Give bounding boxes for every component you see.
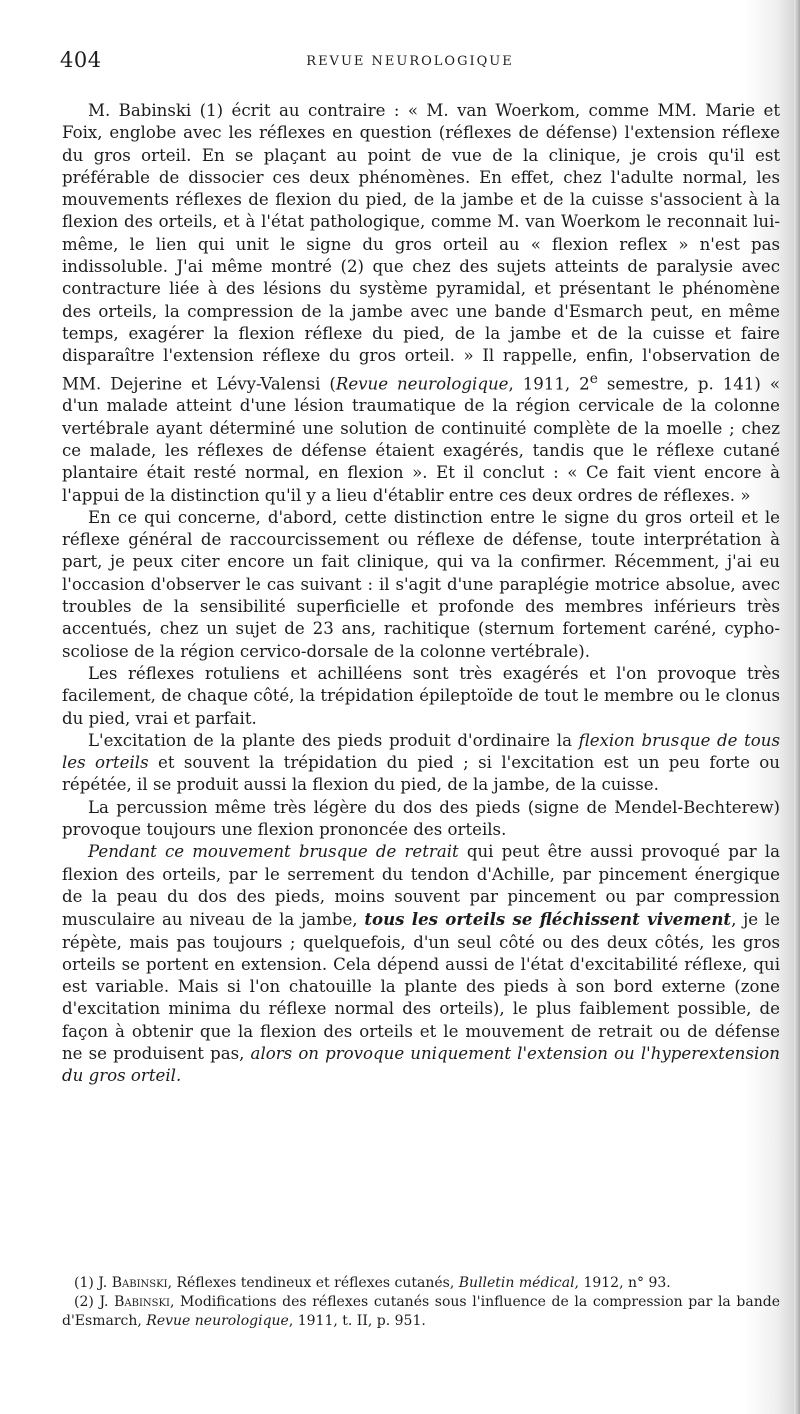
page-header [60,48,760,76]
paragraph-5: La percussion même très légère du dos des pieds (signe de Mendel-Bechterew) provoque toujours une flexion prononcée des orteils. [62,797,780,840]
footnote-author: Babinski [114,1294,170,1310]
footnotes [62,1274,780,1331]
paragraph-2: En ce qui concerne, d'abord, cette distinction entre le signe du gros orteil et le réflexe général de raccourcissement ou réflexe de défense, toute interprétation à part, je peux citer encore un fait clinique, qui va la confirmer. Récemment, j'ai eu l'occasion d'observer le cas suivant : il s'agit d'une paraplégie motrice absolue, avec troubles de la sensibilité superficielle et profonde des membres inférieurs très accentués, chez un sujet de 23 ans, rachitique (sternum fortement caréné, cypho-scoliose de la région cervico-dorsale de la colonne vertébrale). [62,507,780,661]
paragraph-1: M. Babinski (1) écrit au contraire : « M. van Woerkom, comme MM. Marie et Foix, englobe avec les réflexes en question (réflexes de défense) l'extension réflexe du gros orteil. En se plaçant au point de vue de la clinique, je crois qu'il est préférable de dissocier ces deux phénomènes. En effet, chez l'adulte normal, les mouvements réflexes de flexion du pied, de la jambe et de la cuisse s'associent à la flexion des orteils, et à l'état pathologique, comme M. van Woerkom le reconnait lui-même, le lien qui unit le signe du gros orteil au « flexion reflex » n'est pas indissoluble. J'ai même montré (2) que chez des sujets atteints de paralysie avec contracture liée à des lésions du système pyramidal, et présentant le phénomène des orteils, la compression de la jambe avec une bande d'Esmarch peut, en même temps, exagérer la flexion réflexe du pied, de la jambe et de la cuisse et faire disparaître l'extension réflexe du gros orteil. » Il rappelle, enfin, l'observation de MM. Dejerine et Lévy-Valensi (Revue neurologique, 1911, 2e semestre, p. 141) « d'un malade atteint d'une lésion traumatique de la région cervicale de la colonne vertébrale ayant déterminé une solution de continuité complète de la moelle ; chez ce malade, les réflexes de défense étaient exagérés, tandis que le réflexe cutané plantaire était resté normal, en flexion ». Et il conclut : « Ce fait vient encore à l'appui de la distinction qu'il y a lieu d'établir entre ces deux ordres de réflexes. » [62,101,781,505]
footnote-journal: Bulletin médical [458,1275,575,1291]
emphasis-conclusion: alors on provoque uniquement l'extension ou l'hyperextension du gros orteil. [62,1044,780,1086]
footnote-journal: Revue neurologique [146,1313,289,1329]
page-edge [794,0,800,1414]
emphasis-flechissent: tous les orteils se fléchissent vivement [364,909,732,930]
body-text [62,100,780,1088]
running-title: REVUE NEUROLOGIQUE [306,54,514,69]
page-number: 404 [60,48,102,72]
paragraph-3: Les réflexes rotuliens et achilléens sont très exagérés et l'on provoque très facilement, de chaque côté, la trépidation épileptoïde de tout le membre ou le clonus du pied, vrai et parfait. [62,663,780,728]
journal-title: Revue neurologique [335,374,509,394]
paragraph-4: L'excitation de la plante des pieds produit d'ordinaire la flexion brusque de tous les orteils et souvent la trépidation du pied ; si l'excitation est un peu forte ou répétée, il se produit aussi la flexion du pied, de la jambe, de la cuisse. [62,730,780,795]
emphasis-retrait: Pendant ce mouvement brusque de retrait [88,842,459,862]
footnote-1: (1) J. Babinski, Réflexes tendineux et réflexes cutanés, Bulletin médical, 1912, n° 93. [74,1275,671,1291]
footnote-2: (2) J. Babinski, Modifications des réflexes cutanés sous l'influence de la compression par la bande d'Esmarch, Revue neurologique, 1911, t. II, p. 951. [62,1294,780,1329]
emphasis-flexion: flexion brusque de tous les orteils [62,730,780,773]
paragraph-6: Pendant ce mouvement brusque de retrait qui peut être aussi provoqué par la flexion des orteils, par le serrement du tendon d'Achille, par pincement énergique de la peau du dos des pieds, moins souvent par pincement ou par compression musculaire au niveau de la jambe, tous les orteils se fléchissent vivement, je le répète, mais pas toujours ; quelquefois, d'un seul côté ou des deux côtés, les gros orteils se portent en extension. Cela dépend aussi de l'état d'excitabilité réflexe, qui est variable. Mais si l'on chatouille la plante des pieds à son bord externe (zone d'excitation minima du réflexe normal des orteils), le plus faiblement possible, de façon à obtenir que la flexion des orteils et le mouvement de retrait ou de défense ne se produisent pas, alors on provoque uniquement l'extension ou l'hyperextension du gros orteil. [62,842,780,1086]
footnote-author: Babinski [111,1275,168,1291]
